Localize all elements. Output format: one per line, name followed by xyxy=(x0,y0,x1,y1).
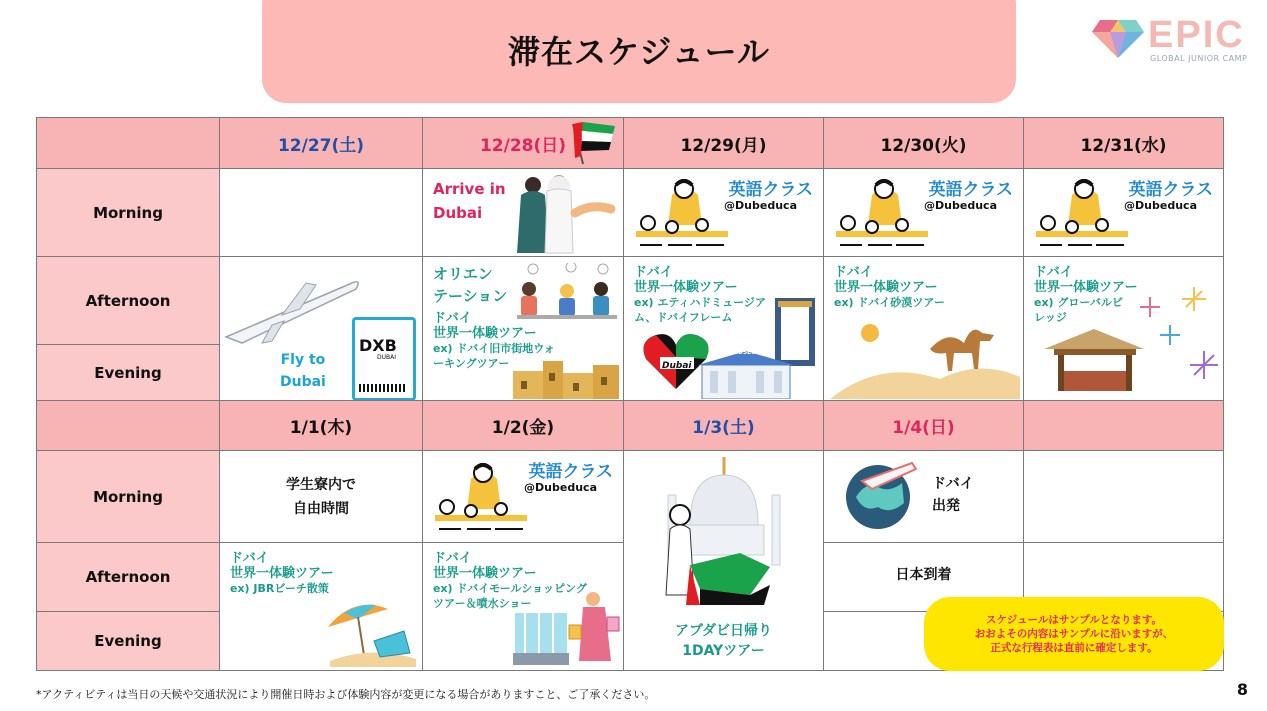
tour-text-1230: ドバイ 世界一体験ツアー ex) ドバイ砂漠ツアー xyxy=(834,265,945,309)
dubeduca-label: @Dubeduca xyxy=(1124,199,1197,212)
cell-1228-afternoon-evening xyxy=(423,257,624,401)
schedule-table xyxy=(36,117,1224,671)
cell-1231-morning xyxy=(1024,169,1224,257)
tour-text-1231: ドバイ 世界一体験ツアー ex) グローバルビレッジ xyxy=(1034,265,1138,324)
dubeduca-label: @Dubeduca xyxy=(924,199,997,212)
dubeduca-label: @Dubeduca xyxy=(524,481,597,494)
cell-1229-morning xyxy=(624,169,824,257)
page-number: 8 xyxy=(1236,680,1248,699)
cell-1230-afternoon-evening xyxy=(824,257,1024,401)
dubai-heart-label: Dubai xyxy=(662,361,692,371)
classroom-icon xyxy=(431,459,531,537)
arrive-japan-text: 日本到着 xyxy=(895,567,952,583)
emirati-couple-icon xyxy=(511,173,621,255)
tour-text-1228: ドバイ 世界一体験ツアー ex) ドバイ旧市街地ウォーキングツアー xyxy=(433,311,555,370)
cell-1231-afternoon-evening xyxy=(1024,257,1224,401)
arrive-in-dubai-text: Arrive in Dubai xyxy=(433,180,506,222)
orientation-text: オリエン テーション xyxy=(433,265,508,305)
cell-0102-afternoon-evening xyxy=(423,543,624,671)
shopping-fountain-icon xyxy=(509,591,623,667)
english-class-label: 英語クラス xyxy=(728,180,813,200)
page-title: 滞在スケジュール xyxy=(507,33,771,71)
english-class-label: 英語クラス xyxy=(1128,180,1213,200)
classroom-icon xyxy=(1032,175,1132,253)
museum-icon xyxy=(694,349,798,399)
free-time-text: 学生寮内で 自由時間 xyxy=(286,477,356,517)
week1-afternoon-row xyxy=(37,257,1224,345)
beach-umbrella-icon xyxy=(324,595,420,667)
date-header: 12/30(火) xyxy=(824,118,1024,169)
date-header: 12/31(水) xyxy=(1024,118,1224,169)
globe-plane-icon xyxy=(842,457,918,533)
row-label-morning: Morning xyxy=(37,451,220,543)
cell-0101-morning xyxy=(220,451,423,543)
diamond-icon xyxy=(1092,18,1144,58)
fly-to-dubai-text: Fly to Dubai xyxy=(280,352,326,390)
museum-sign: MUSEUM xyxy=(732,349,763,356)
fireworks-village-icon xyxy=(1044,285,1222,397)
tour-text-0101: ドバイ 世界一体験ツアー ex) JBRビーチ散策 xyxy=(230,551,334,595)
date-header: 1/4(日) xyxy=(824,401,1024,451)
abudhabi-tour-text: アブダビ日帰り 1DAYツアー xyxy=(674,623,773,659)
sample-notice-badge: スケジュールはサンプルとなります。 おおよその内容はサンプルに沿いますが、 正式な行程表は直前に確定します。 xyxy=(924,597,1224,671)
date-header: 1/1(木) xyxy=(220,401,423,451)
cell-1229-afternoon-evening xyxy=(624,257,824,401)
date-header: 12/28(日) xyxy=(423,118,624,169)
cell-0104-morning xyxy=(824,451,1024,543)
epic-logo xyxy=(1092,14,1252,64)
cell-0103-all-day xyxy=(624,451,824,671)
cell-0101-afternoon-evening xyxy=(220,543,423,671)
english-class-label: 英語クラス xyxy=(528,462,613,482)
date-header: 12/29(月) xyxy=(624,118,824,169)
english-class-label: 英語クラス xyxy=(928,180,1013,200)
week1-header-row xyxy=(37,118,1224,169)
date-header: 1/2(金) xyxy=(423,401,624,451)
dubeduca-label: @Dubeduca xyxy=(724,199,797,212)
date-header: 1/3(土) xyxy=(624,401,824,451)
barcode-icon xyxy=(359,384,407,392)
date-header: 12/27(土) xyxy=(220,118,423,169)
corner-cell xyxy=(37,118,220,169)
cell-1227-morning xyxy=(220,169,423,257)
cell-0105-morning xyxy=(1024,451,1224,543)
abudhabi-mosque-icon xyxy=(660,455,800,615)
cell-1228-morning xyxy=(423,169,624,257)
row-label-afternoon: Afternoon xyxy=(37,543,220,612)
row-label-morning: Morning xyxy=(37,169,220,257)
logo-subtitle: GLOBAL JUNIOR CAMP xyxy=(1150,54,1248,63)
corner-cell xyxy=(37,401,220,451)
cell-1227-afternoon-evening xyxy=(220,257,423,401)
week2-morning-row xyxy=(37,451,1224,543)
logo-wordmark: EPIC xyxy=(1148,14,1245,56)
uae-flag-icon xyxy=(569,120,619,166)
cell-0102-morning xyxy=(423,451,624,543)
desert-camel-icon xyxy=(830,319,1020,399)
date-header xyxy=(1024,401,1224,451)
dubai-departure-text: ドバイ 出発 xyxy=(932,476,974,514)
cell-1230-morning xyxy=(824,169,1024,257)
dxb-luggage-tag: DXB DUBAI xyxy=(352,317,416,401)
title-banner xyxy=(262,0,1016,103)
footnote: *アクティビティは当日の天候や交通状況により開催日時および体験内容が変更になる場合がありますこと、ご了承ください。 xyxy=(36,688,656,701)
tour-text-0102: ドバイ 世界一体験ツアー ex) ドバイモールショッピングツアー＆噴水ショー xyxy=(433,551,587,610)
row-label-evening: Evening xyxy=(37,612,220,671)
old-town-icon xyxy=(509,353,623,399)
week2-header-row xyxy=(37,401,1224,451)
row-label-afternoon: Afternoon xyxy=(37,257,220,345)
tour-text-1229: ドバイ 世界一体験ツアー ex) エティハドミュージアム、ドバイフレーム xyxy=(634,265,766,324)
classroom-icon xyxy=(632,175,732,253)
week1-morning-row xyxy=(37,169,1224,257)
row-label-evening: Evening xyxy=(37,345,220,401)
classroom-icon xyxy=(832,175,932,253)
airplane-icon xyxy=(222,275,362,345)
